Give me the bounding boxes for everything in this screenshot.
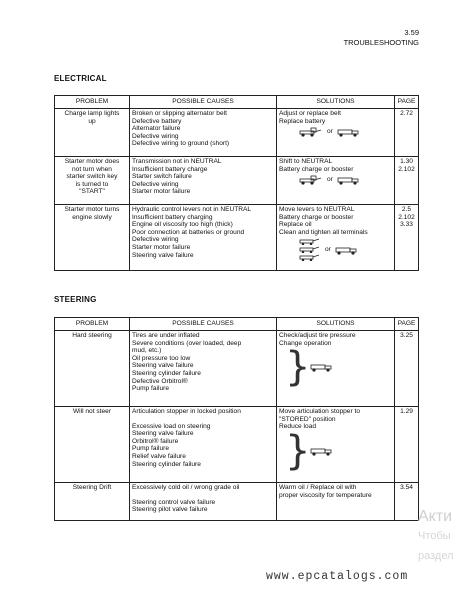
causes-cell: Excessively cold oil / wrong grade oil Steering control valve failure Steering pilot valve failure (130, 483, 277, 521)
page-header (344, 28, 419, 48)
service-truck-icon (337, 175, 361, 185)
problem-cell: Will not steer (55, 407, 130, 483)
watermark-text: Чтобы (418, 530, 451, 542)
problem-cell: Steering Drift (55, 483, 130, 521)
steering-table (54, 317, 419, 521)
page-cell: 2.5 2.102 3.33 (395, 205, 419, 271)
solutions-cell: Check/adjust tire pressure Change operation } (277, 331, 395, 407)
steering-heading: STEERING (54, 295, 97, 304)
col-problem: PROBLEM (55, 96, 130, 109)
problem-cell: Starter motor turns engine slowly (55, 205, 130, 271)
brace-icon: } (285, 427, 311, 474)
problem-cell: Starter motor does not turn when starter switch key is turned to "START" (55, 157, 130, 205)
page-cell: 1.30 2.102 (395, 157, 419, 205)
watermark-url: www.epcatalogs.com (266, 570, 409, 583)
vehicle-icon (299, 238, 321, 245)
electrical-heading: ELECTRICAL (54, 74, 107, 83)
table-row (55, 109, 419, 157)
table-header-row (55, 96, 419, 109)
table-row (55, 331, 419, 407)
service-truck-icon (310, 446, 334, 456)
page-cell: 3.54 (395, 483, 419, 521)
causes-cell: Transmission not in NEUTRAL Insufficient battery charge Starter switch failure Defective wiring Starter motor failure (130, 157, 277, 205)
col-page: PAGE (395, 318, 419, 331)
table-row (55, 483, 419, 521)
watermark-text: Акти (418, 508, 453, 525)
causes-cell: Tires are under inflated Severe conditions (over loaded, deep mud, etc.) Oil pressure too low Steering valve failure Steering cylinder failure Defective Orbitrol® Pump failure (130, 331, 277, 407)
col-causes: POSSIBLE CAUSES (130, 96, 277, 109)
or-label: or (327, 128, 333, 136)
solutions-cell: Adjust or replace belt Replace battery or (277, 109, 395, 157)
service-truck-icon (335, 245, 359, 255)
page-cell: 3.25 (395, 331, 419, 407)
vehicle-icon (299, 254, 321, 261)
or-label: or (327, 176, 333, 184)
causes-cell: Broken or slipping alternator belt Defective battery Alternator failure Defective wiring Defective wiring to ground (short) (130, 109, 277, 157)
solutions-cell: Shift to NEUTRAL Battery charge or booster or (277, 157, 395, 205)
table-header-row (55, 318, 419, 331)
service-truck-icon (310, 362, 334, 372)
col-problem: PROBLEM (55, 318, 130, 331)
brace-icon: } (285, 344, 311, 391)
col-causes: POSSIBLE CAUSES (130, 318, 277, 331)
electrical-table (54, 95, 419, 271)
or-label: or (325, 246, 331, 254)
solutions-cell: Warm oil / Replace oil with proper viscosity for temperature (277, 483, 395, 521)
page-number: 3.59 (404, 28, 419, 37)
col-solutions: SOLUTIONS (277, 96, 395, 109)
service-truck-icon (337, 127, 361, 137)
vehicle-icon (299, 246, 321, 253)
solutions-cell: Move levers to NEUTRAL Battery charge or booster Replace oil Clean and tighten all terminals or (277, 205, 395, 271)
problem-cell: Charge lamp lights up (55, 109, 130, 157)
causes-cell: Articulation stopper in locked position Excessive load on steering Steering valve failure Orbitrol® failure Pump failure Relief valve failure Steering cylinder failure (130, 407, 277, 483)
vehicle-icon (299, 175, 323, 185)
col-page: PAGE (395, 96, 419, 109)
solutions-cell: Move articulation stopper to "STORED" position Reduce load } (277, 407, 395, 483)
page-cell: 2.72 (395, 109, 419, 157)
col-solutions: SOLUTIONS (277, 318, 395, 331)
vehicle-icon (299, 127, 323, 137)
causes-cell: Hydraulic control levers not in NEUTRAL Insufficient battery charging Engine oil viscosity too high (thick) Poor connection at batteries or ground Defective wiring Starter motor failure Steering valve failure (130, 205, 277, 271)
page-cell: 1.29 (395, 407, 419, 483)
watermark-text: раздел (418, 550, 454, 562)
table-row (55, 157, 419, 205)
table-row (55, 407, 419, 483)
table-row (55, 205, 419, 271)
section-title: TROUBLESHOOTING (343, 38, 419, 47)
problem-cell: Hard steering (55, 331, 130, 407)
